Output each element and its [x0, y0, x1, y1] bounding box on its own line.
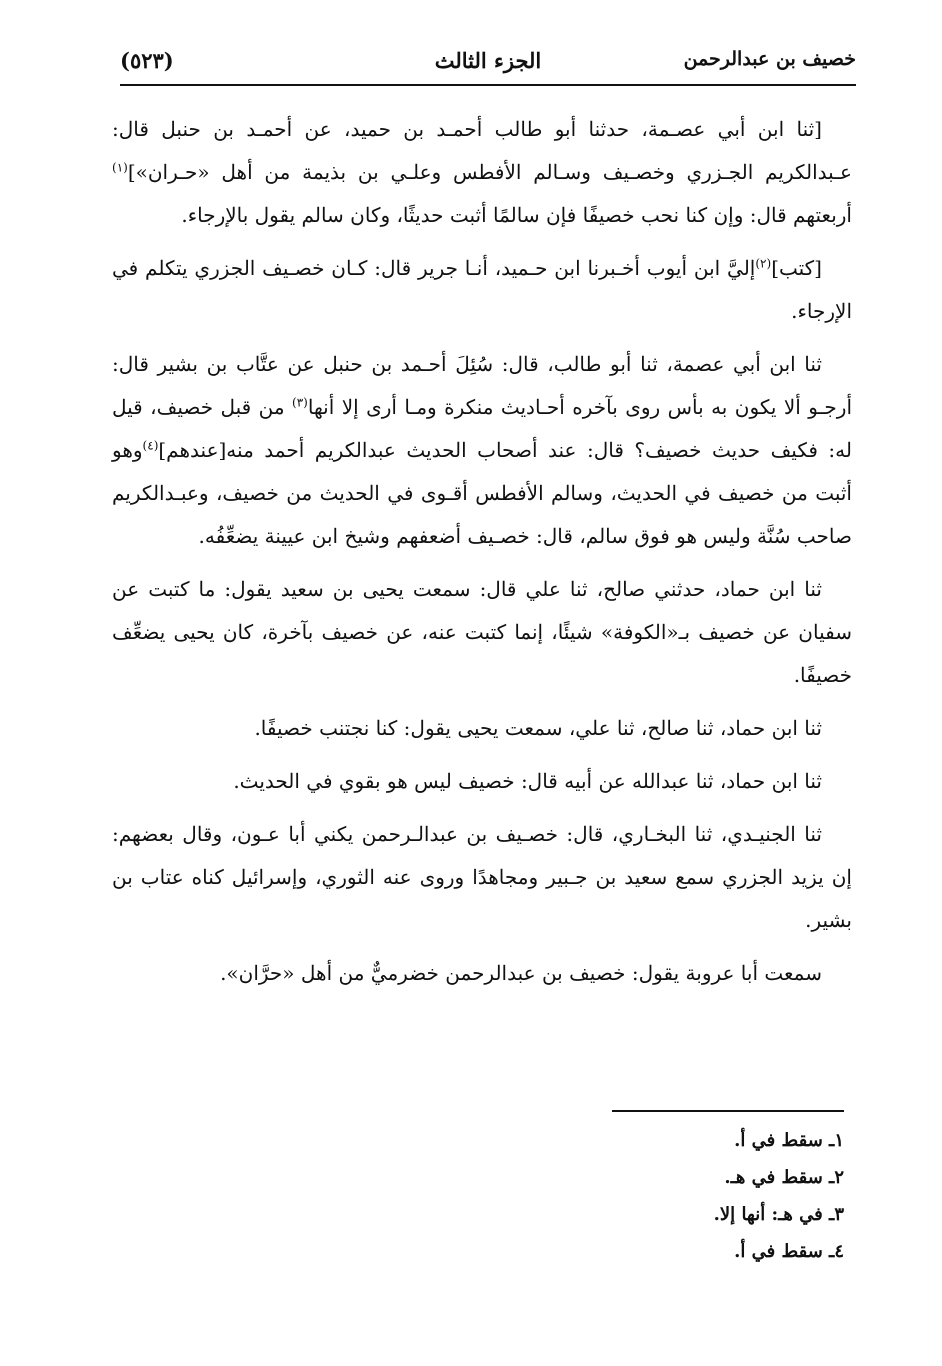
text-segment: [كتب] — [771, 256, 822, 280]
footnote-marker: (١) — [112, 160, 128, 175]
footnote-marker: (٣) — [292, 395, 308, 410]
paragraph — [112, 108, 852, 237]
footnote-divider — [612, 1110, 844, 1112]
text-segment: ثنا ابن حماد، ثنا عبدالله عن أبيه قال: خصيف ليس هو بقوي في الحديث. — [233, 769, 822, 793]
footnotes — [560, 1122, 844, 1270]
text-segment: ثنا ابن حماد، ثنا صالح، ثنا علي، سمعت يحيى يقول: كنا نجتنب خصيفًا. — [254, 716, 822, 740]
text-segment: من قبل خصيف، قيل له: فكيف حديث خصيف؟ قال: عند أصحاب الحديث عبدالكريم أحمد منه[عندهم] — [112, 395, 852, 462]
running-title: خصيف بن عبدالرحمن — [683, 48, 856, 70]
page-header — [120, 44, 856, 86]
text-segment: ثنا ابن حماد، حدثني صالح، ثنا علي قال: سمعت يحيى بن سعيد يقول: ما كتبت عن سفيان عن خصيف بـ«الكوفة» شيئًا، إنما كتبت عنه، عن خصيف بآخرة، كان يحيى يضعِّف خصيفًا. — [112, 577, 852, 687]
paragraph — [112, 247, 852, 333]
footnote-marker: (٢) — [755, 256, 772, 271]
footnote-4: ٤ـ سقط في أ. — [734, 1241, 844, 1262]
footnote-3: ٣ـ في هـ: أنها إلا. — [713, 1204, 844, 1225]
footnote-marker: (٤) — [142, 438, 159, 453]
text-segment: أربعتهم قال: وإن كنا نحب خصيفًا فإن سالمًا أثبت حديثًا، وكان سالم يقول بالإرجاء. — [181, 203, 852, 227]
text-segment: وهو أثبت من خصيف في الحديث، وسالم الأفطس أقـوى في الحديث من خصيف، وعبـدالكريم صاحب سُنَّة وليس هو فوق سالم، قال: خصـيف أضعفهم وشيخ ابن عيينة يضعِّفُه. — [112, 438, 852, 548]
text-segment: ثنا الجنيـدي، ثنا البخـاري، قال: خصـيف بن عبدالـرحمن يكني أبا عـون، وقال بعضهم: إن يزيد الجزري سمع سعيد بن جـبير ومجاهدًا وروى عنه الثوري، وإسرائيل كناه عتاب بن بشير. — [112, 822, 852, 932]
footnote-2: ٢ـ سقط في هـ. — [724, 1167, 844, 1188]
text-segment: [ثنا ابن أبي عصـمة، حدثنا أبو طالب أحمـد بن حميد، عن أحمـد بن حنبل قال: عـبدالكريم الجـزري وخصـيف وسـالم الأفطس وعلـي بن بذيمة من أهل «حـران»] — [112, 117, 852, 184]
text-segment: إليَّ ابن أيوب أخـبرنا ابن حـميد، أنـا جرير قال: كـان خصـيف الجزري يتكلم في الإرجاء. — [112, 256, 852, 323]
paragraph — [112, 343, 852, 558]
text-segment: سمعت أبا عروبة يقول: خصيف بن عبدالرحمن خضرميٌّ من أهل «حرَّان». — [220, 961, 822, 985]
paragraph — [112, 568, 852, 697]
page-number: (٥٢٣) — [120, 48, 174, 73]
paragraph — [112, 707, 852, 750]
volume-label: الجزء الثالث — [434, 48, 542, 73]
text-segment: ثنا ابن أبي عصمة، ثنا أبو طالب، قال: سُئِلَ أحـمد بن حنبل عن عتَّاب بن بشير قال: أرجـو ألا يكون به بأس روى بآخره أحـاديث منكرة ومـا أرى إلا أنها — [112, 352, 852, 419]
footnote-1: ١ـ سقط في أ. — [734, 1130, 844, 1151]
main-text — [112, 108, 852, 1005]
paragraph — [112, 760, 852, 803]
paragraph — [112, 813, 852, 942]
paragraph — [112, 952, 852, 995]
